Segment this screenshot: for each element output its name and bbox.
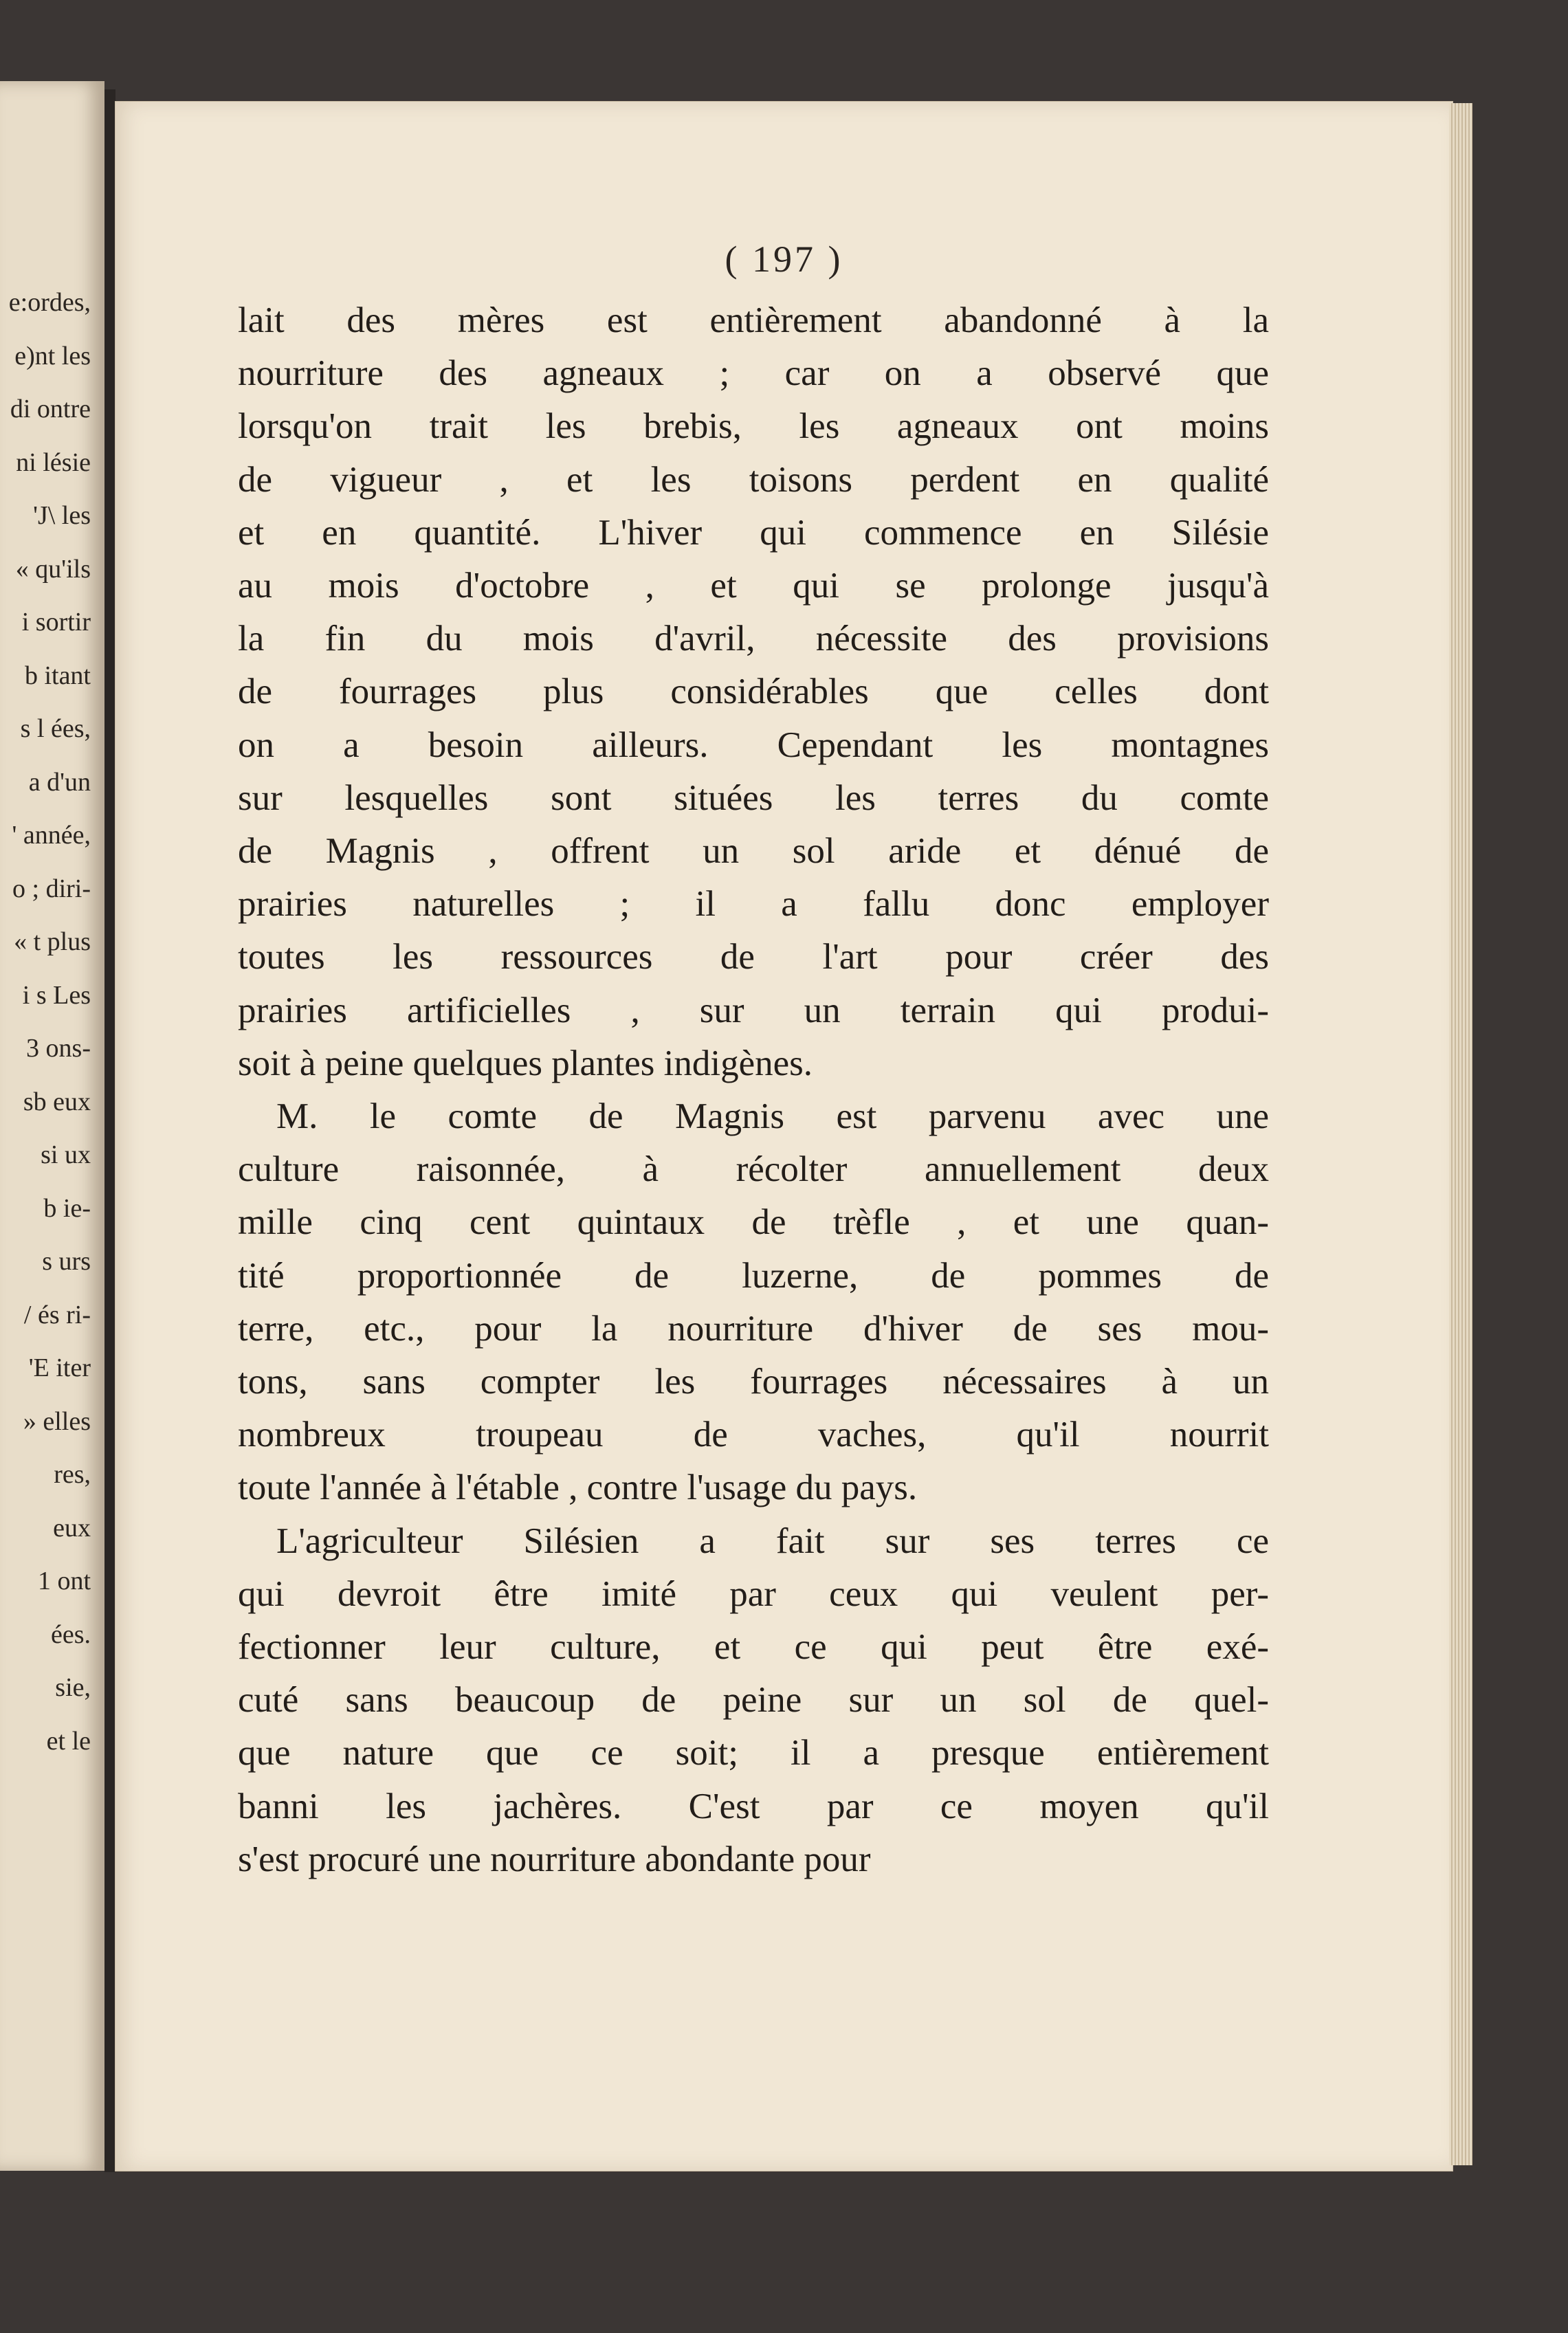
text-line: nourriture des agneaux ; car on a observé que [238,353,1269,394]
facing-page-text-fragment: « t plus [14,927,91,956]
text-line: de vigueur , et les toisons perdent en qualité [238,459,1269,500]
facing-page-text-fragment: « qu'ils [15,554,91,584]
text-line: s'est procuré une nourriture abondante pour [238,1839,871,1879]
facing-page-text-fragment: a d'un [28,767,91,797]
text-line: de Magnis , offrent un sol aride et dénué de [238,831,1269,872]
text-line: toute l'année à l'étable , contre l'usage du pays. [238,1468,918,1508]
text-line: et en quantité. L'hiver qui commence en Silésie [238,512,1269,553]
facing-page-text-fragment: e)nt les [14,341,91,371]
facing-page-text-fragment: 'E iter [28,1353,91,1382]
facing-page-text-fragment: 3 ons- [26,1034,91,1063]
text-line: toutes les ressources de l'art pour créer des [238,937,1269,977]
text-line: cuté sans beaucoup de peine sur un sol de quel- [238,1680,1269,1721]
text-line: mille cinq cent quintaux de trèfle , et une quan- [238,1202,1269,1243]
text-line: L'agriculteur Silésien a fait sur ses terres ce [276,1521,1269,1561]
book-page [115,102,1453,2171]
facing-page-text-fragment: o ; diri- [12,874,91,903]
text-line: tons, sans compter les fourrages nécessaires à un [238,1362,1269,1402]
text-line: nombreux troupeau de vaches, qu'il nourrit [238,1415,1269,1455]
text-line: prairies artificielles , sur un terrain qui produi- [238,990,1269,1030]
page-body-text [238,294,1269,1886]
text-line: qui devroit être imité par ceux qui veulent per- [238,1573,1269,1614]
paragraph [238,294,1269,1090]
facing-page-text-fragment: et le [46,1726,91,1756]
facing-page-text-fragment: e:ordes, [8,288,91,317]
text-line: lorsqu'on trait les brebis, les agneaux ont moins [238,406,1269,447]
facing-page-text-fragment: ' année, [12,821,91,850]
text-line: prairies naturelles ; il a fallu donc employer [238,884,1269,925]
text-line: on a besoin ailleurs. Cependant les montagnes [238,725,1269,765]
text-line: culture raisonnée, à récolter annuellement deux [238,1149,1269,1190]
text-line: sur lesquelles sont situées les terres du comte [238,777,1269,818]
book-gutter [104,89,115,2172]
facing-page-text-fragment: i s Les [22,980,91,1010]
text-line: M. le comte de Magnis est parvenu avec une [276,1096,1269,1137]
page-edges [1449,103,1472,2165]
facing-page-text-fragment: ées. [50,1619,91,1649]
text-line: que nature que ce soit; il a presque entièrement [238,1733,1269,1773]
facing-page-text-fragment: eux [53,1513,91,1543]
facing-page-text-fragment: / és ri- [23,1300,91,1329]
facing-page-text-fragment: » elles [23,1406,91,1436]
paragraph [238,1515,1269,1886]
facing-page-text-fragment: 'J\ les [33,501,91,530]
facing-page-text-fragment: sb eux [23,1087,91,1116]
facing-page-text-fragment: ni lésie [16,447,91,477]
facing-page-text-fragment: i sortir [21,608,91,637]
facing-page-text-fragment: res, [54,1460,91,1489]
text-line: terre, etc., pour la nourriture d'hiver de ses mou- [238,1308,1269,1349]
facing-page-text-fragment: s urs [42,1247,91,1276]
facing-page-text-fragment: b ie- [43,1193,91,1223]
text-line: tité proportionnée de luzerne, de pommes de [238,1255,1269,1296]
facing-page-text-fragment: 1 ont [37,1567,91,1595]
page-number: ( 197 ) [725,239,843,280]
text-line: au mois d'octobre , et qui se prolonge jusqu'à [238,566,1269,606]
facing-page-text-fragment: di ontre [10,395,91,423]
facing-page-text-fragment: b itant [24,661,91,690]
facing-page-fragment [0,81,104,2171]
text-line: soit à peine quelques plantes indigènes. [238,1043,813,1083]
text-line: de fourrages plus considérables que celles dont [238,672,1269,712]
paragraph [238,1090,1269,1515]
text-line: la fin du mois d'avril, nécessite des provisions [238,619,1269,659]
facing-page-text-fragment: si ux [41,1140,91,1169]
facing-page-text-fragment: sie, [55,1673,91,1702]
text-line: banni les jachères. C'est par ce moyen qu'il [238,1786,1269,1826]
facing-page-text-fragment: s l ées, [20,714,91,743]
text-line: lait des mères est entièrement abandonné à la [238,300,1269,340]
text-line: fectionner leur culture, et ce qui peut être exé- [238,1627,1269,1668]
